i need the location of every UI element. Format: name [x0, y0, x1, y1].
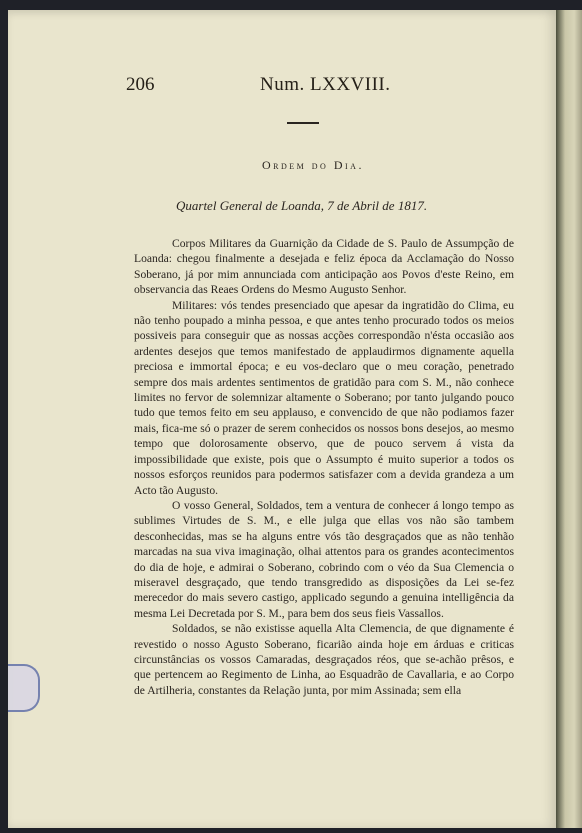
- paragraph-4: Soldados, se não existisse aquella Alta Clemencia, de que dignamente é revestido o nosso Agusto Soberano, ficarião ainda hoje em árduas e criticas circunstâncias os vossos Camaradas, desgraçados réos, que se-achão prêsos, e que pertencem ao Regimento de Linha, ao Esquadrão de Cavallaria, e ao Corpo de Artilheria, constantes da Relação junta, por mim Assinada; sem ella: [134, 622, 514, 697]
- section-title: Ordem do Dia.: [262, 158, 364, 172]
- paragraph-3: O vosso General, Soldados, tem a ventura de conhecer á longo tempo as sublimes Virtudes de S. M., e elle julga que ellas vos não são tambem desconhecidas, mas se ha alguns entre vós tão desgraçados que as não tenhão marcadas na sua viva imaginação, olhai attentos para os grandes acontecimentos do dia de hoje, e admirai o Soberano, cobrindo com o véo da Sua Clemencia o miseravel desgraçado, que tendo transgredido as disposições da Lei se-fez merecedor do mais severo castigo, applicado segundo a genuina intelligência da mesma Lei Decretada por S. M., para bem dos seus fieis Vassallos.: [134, 498, 514, 620]
- issue-number: Num. LXXVIII.: [260, 74, 391, 95]
- page-number: 206: [126, 74, 155, 95]
- document-body: [134, 236, 514, 698]
- paragraph-2: Militares: vós tendes presenciado que apesar da ingratidão do Clima, eu não tenho poupado a minha pessoa, e que antes tenho procurado todos os meios possiveis para conseguir que as nossas acções correspondão n'ésta occasião aos ardentes desejos que temos manifestado de applaudirmos dignamente aquella preciosa e immortal época; e eu vos-declaro que o meu coração, penetrado sempre dos mais ardentes sentimentos de gratidão para com S. M., não conhece limites no fervor de solemnizar altamente o Soberano; por tanto julgando pouco tudo que temos feito em seu applauso, e convencido de que não podiamos fazer mais, fica-me só o prazer de serem conhecidos os nossos bons desejos, ao mesmo tempo que dolorosamente observo, que de pouco servem á vista da impossibilidade que existe, pois que o Assumpto é muito superior a todos os nossos esforços reunidos para podermos satisfazer com a devida grandeza a um Acto tão Augusto.: [134, 298, 514, 497]
- page-header: [126, 74, 396, 98]
- paragraph-1: Corpos Militares da Guarnição da Cidade de S. Paulo de Assumpção de Loanda: chegou finalmente a desejada e feliz época da Acclamação do Nosso Soberano, já por mim annunciada com anticipação aos Povos d'este Reino, em observancia das Reaes Ordens do Mesmo Augusto Senhor.: [134, 237, 514, 297]
- book-spine: [556, 10, 582, 828]
- library-tab-marker: [8, 664, 40, 712]
- header-divider: [287, 122, 319, 124]
- dateline: Quartel General de Loanda, 7 de Abril de 1817.: [176, 198, 428, 213]
